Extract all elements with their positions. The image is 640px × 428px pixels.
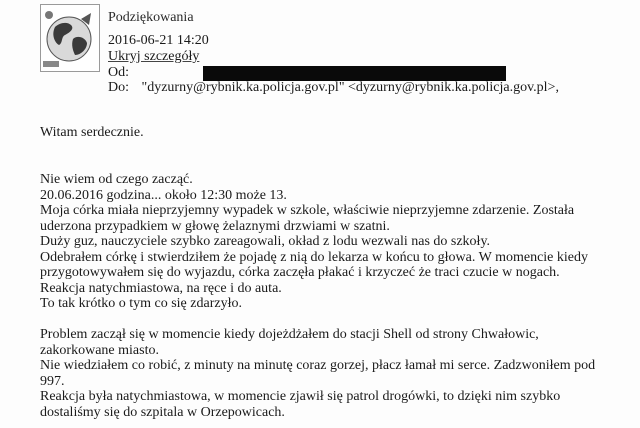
- to-label: Do:: [108, 80, 129, 95]
- body-line: 20.06.2016 godzina... około 12:30 może 13.: [40, 187, 287, 203]
- body-line: Duży guz, nauczyciele szybko zareagowali, okład z lodu wezwali nas do szkoły.: [40, 234, 491, 249]
- body-line: dostaliśmy się do szpitala w Orzepowicach.: [40, 404, 285, 420]
- body-line: Problem zaczął się w momencie kiedy dojeżdżałem do stacji Shell od strony Chwałowic,: [40, 327, 539, 342]
- body-line: To tak krótko o tym co się zdarzyło.: [40, 296, 242, 311]
- body-line: Nie wiedziałem co robić, z minuty na minutę coraz gorzej, płacz łamał mi serce. Zadzwoniłem pod: [40, 358, 596, 373]
- body-line: Odebrałem córkę i stwierdziłem że pojadę z nią do lekarza w końcu to głowa. W momencie kiedy: [40, 249, 589, 265]
- paragraph-1: [40, 172, 588, 312]
- globe-contact-icon: [40, 4, 100, 72]
- body-line: Reakcja natychmiastowa, na ręce i do auta.: [40, 280, 282, 296]
- body-line: Nie wiem od czego zacząć.: [40, 172, 193, 187]
- email-subject: Podziękowania: [108, 10, 194, 25]
- body-line: zakorkowane miasto.: [40, 342, 159, 358]
- body-line: Reakcja była natychmiastowa, w momencie zjawił się patrol drogówki, to dzięki nim szybko: [40, 389, 561, 404]
- body-line: 997.: [40, 373, 65, 389]
- redacted-sender: [203, 66, 506, 81]
- from-label: Od:: [108, 65, 129, 80]
- body-line: przygotowywałem się do wyjazdu, córka zaczęła płakać i krzyczeć że traci czucie w nogach.: [40, 265, 560, 280]
- body-line: Moja córka miała nieprzyjemny wypadek w szkole, właściwie nieprzyjemne zdarzenie. Została: [40, 203, 575, 218]
- paragraph-2: [40, 327, 595, 420]
- greeting: Witam serdecznie.: [40, 125, 144, 140]
- hide-details-link[interactable]: Ukryj szczegóły: [108, 49, 200, 64]
- to-recipient: "dyzurny@rybnik.ka.policja.gov.pl" <dyzurny@rybnik.ka.policja.gov.pl>,: [141, 80, 559, 95]
- email-date: 2016-06-21 14:20: [108, 33, 209, 48]
- from-row: [108, 65, 129, 81]
- to-row: [108, 80, 559, 96]
- body-line: uderzona przypadkiem w głowę żelaznymi drzwiami w szatni.: [40, 218, 390, 234]
